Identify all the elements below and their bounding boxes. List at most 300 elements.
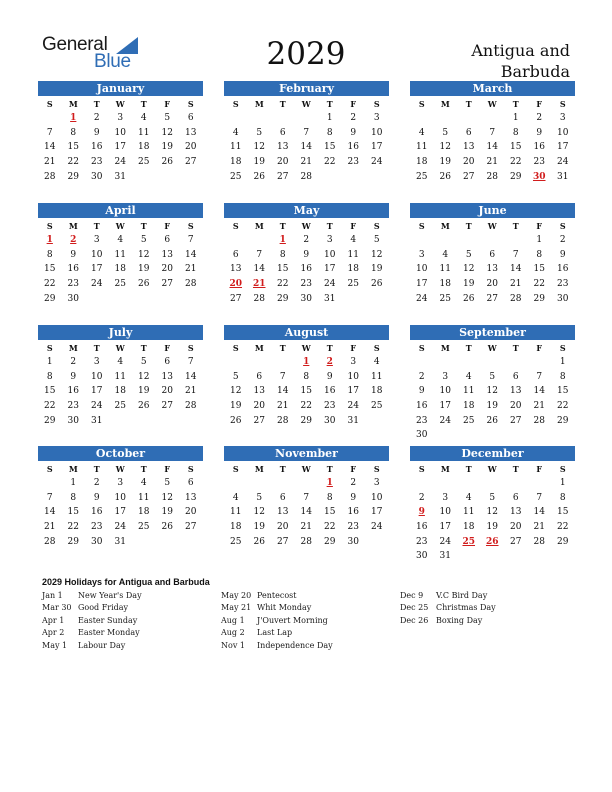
empty-cell [410, 476, 434, 491]
day-cell: 9 [93, 492, 100, 503]
weekday-header [224, 97, 389, 111]
day-cell: 17 [114, 507, 126, 518]
holiday-name: Boxing Day [436, 615, 483, 625]
day-cell: 16 [347, 507, 359, 518]
day-cell: 29 [300, 415, 312, 426]
weekday-header [38, 219, 203, 233]
day-cell: 15 [533, 264, 545, 275]
empty-cell [457, 233, 481, 248]
day-cell: 8 [70, 492, 77, 503]
holiday-day-cell: 25 [462, 536, 476, 547]
empty-cell [271, 111, 295, 126]
holiday-date: Dec 26 [400, 615, 429, 625]
day-grid [224, 476, 389, 549]
day-cell: 15 [557, 386, 569, 397]
day-cell: 3 [326, 235, 333, 245]
day-cell: 15 [300, 386, 312, 397]
day-cell: 11 [463, 507, 475, 518]
month-november [224, 446, 389, 549]
day-cell: 20 [253, 401, 265, 412]
empty-cell [457, 476, 481, 491]
weekday-label: T [512, 221, 519, 231]
day-cell: 6 [279, 127, 286, 138]
day-cell: 18 [416, 157, 428, 168]
empty-cell [504, 233, 528, 248]
weekday-label: T [279, 99, 286, 109]
weekday-label: W [301, 343, 311, 353]
empty-cell [248, 476, 272, 491]
day-cell: 20 [161, 264, 173, 275]
weekday-label: S [418, 464, 425, 474]
day-grid [38, 111, 203, 184]
day-cell: 5 [465, 249, 472, 260]
day-cell: 14 [533, 507, 545, 518]
empty-cell [248, 233, 272, 248]
day-cell: 3 [117, 113, 124, 123]
empty-cell [38, 476, 62, 491]
day-cell: 19 [138, 264, 150, 275]
day-cell: 5 [373, 235, 380, 245]
day-cell: 12 [371, 249, 383, 260]
month-title: October [38, 446, 203, 461]
day-cell: 28 [185, 279, 197, 290]
day-cell: 26 [138, 401, 150, 412]
weekday-label: T [279, 221, 286, 231]
day-cell: 11 [114, 371, 126, 382]
day-cell: 26 [161, 157, 173, 168]
day-cell: 21 [300, 522, 312, 533]
holiday-day-cell: 1 [46, 235, 53, 245]
day-cell: 26 [463, 293, 475, 304]
day-grid [224, 111, 389, 184]
day-cell: 26 [138, 279, 150, 290]
day-cell: 7 [536, 492, 543, 503]
month-title: June [410, 203, 575, 218]
day-cell: 27 [510, 536, 522, 547]
weekday-label: T [326, 221, 333, 231]
weekday-label: T [512, 464, 519, 474]
day-cell: 17 [114, 142, 126, 153]
day-cell: 13 [510, 386, 522, 397]
logo-text-general: General [42, 34, 108, 55]
holiday-date: Dec 25 [400, 603, 429, 613]
day-cell: 29 [533, 293, 545, 304]
day-cell: 4 [442, 249, 449, 260]
holiday-name: V.C Bird Day [436, 591, 488, 600]
day-cell: 11 [463, 386, 475, 397]
day-cell: 30 [300, 293, 312, 304]
day-cell: 7 [512, 249, 519, 260]
day-cell: 18 [114, 264, 126, 275]
weekday-header [224, 219, 389, 233]
day-cell: 26 [253, 171, 265, 182]
day-cell: 23 [416, 415, 428, 426]
day-cell: 30 [557, 293, 569, 304]
day-cell: 10 [91, 249, 103, 260]
weekday-label: S [373, 464, 380, 474]
weekday-label: M [254, 464, 264, 474]
day-cell: 28 [277, 415, 289, 426]
weekday-label: T [140, 221, 147, 231]
day-cell: 22 [44, 279, 56, 290]
day-cell: 16 [533, 142, 545, 153]
day-cell: 25 [138, 157, 150, 168]
day-cell: 15 [44, 386, 56, 397]
month-title: April [38, 203, 203, 218]
month-september [410, 325, 575, 443]
day-cell: 6 [512, 492, 519, 503]
empty-cell [271, 476, 295, 491]
day-cell: 8 [326, 127, 333, 138]
day-cell: 14 [510, 264, 522, 275]
weekday-label: T [279, 464, 286, 474]
day-cell: 2 [303, 235, 310, 245]
day-cell: 18 [371, 386, 383, 397]
day-cell: 17 [557, 142, 569, 153]
day-cell: 4 [232, 492, 239, 503]
day-cell: 19 [161, 507, 173, 518]
day-cell: 9 [418, 386, 425, 397]
day-cell: 23 [67, 279, 79, 290]
day-cell: 4 [350, 235, 357, 245]
day-cell: 25 [463, 415, 475, 426]
empty-cell [434, 111, 458, 126]
day-cell: 6 [279, 492, 286, 503]
day-cell: 8 [326, 492, 333, 503]
month-title: January [38, 81, 203, 96]
weekday-label: S [187, 221, 194, 231]
weekday-label: F [536, 221, 543, 231]
day-cell: 20 [510, 401, 522, 412]
day-cell: 6 [512, 371, 519, 382]
empty-cell [271, 355, 295, 370]
day-cell: 8 [46, 249, 53, 260]
day-cell: 7 [46, 127, 53, 138]
day-cell: 16 [91, 142, 103, 153]
month-march [410, 81, 575, 184]
day-cell: 21 [44, 157, 56, 168]
day-cell: 31 [114, 536, 126, 547]
weekday-label: S [187, 99, 194, 109]
weekday-label: S [418, 343, 425, 353]
weekday-label: S [559, 343, 566, 353]
empty-cell [224, 111, 248, 126]
empty-cell [434, 233, 458, 248]
day-cell: 25 [230, 171, 242, 182]
day-cell: 30 [67, 293, 79, 304]
month-title: August [224, 325, 389, 340]
day-cell: 31 [347, 415, 359, 426]
day-cell: 11 [347, 249, 359, 260]
weekday-label: T [326, 99, 333, 109]
day-cell: 14 [185, 371, 197, 382]
day-cell: 9 [303, 249, 310, 260]
weekday-label: W [301, 221, 311, 231]
day-cell: 21 [486, 157, 498, 168]
day-cell: 11 [138, 127, 150, 138]
day-cell: 6 [187, 478, 194, 488]
day-cell: 28 [253, 293, 265, 304]
day-cell: 22 [67, 157, 79, 168]
day-cell: 23 [557, 279, 569, 290]
holiday-name: Last Lap [257, 628, 293, 638]
day-cell: 12 [138, 371, 150, 382]
weekday-header [410, 341, 575, 355]
day-cell: 9 [93, 127, 100, 138]
day-cell: 18 [230, 157, 242, 168]
weekday-label: W [487, 343, 497, 353]
day-cell: 3 [442, 371, 449, 382]
day-cell: 23 [91, 157, 103, 168]
day-cell: 6 [164, 235, 171, 245]
weekday-label: S [46, 221, 53, 231]
empty-cell [295, 111, 319, 126]
day-cell: 23 [533, 157, 545, 168]
logo-text-blue: Blue [94, 51, 131, 72]
weekday-label: W [115, 221, 125, 231]
day-cell: 22 [557, 401, 569, 412]
day-cell: 25 [230, 536, 242, 547]
holiday-row [42, 627, 217, 639]
holiday-name: Easter Monday [78, 628, 140, 638]
day-cell: 2 [559, 235, 566, 245]
holiday-day-cell: 2 [70, 235, 77, 245]
weekday-label: W [487, 464, 497, 474]
day-cell: 15 [277, 264, 289, 275]
month-june [410, 203, 575, 306]
day-cell: 23 [67, 401, 79, 412]
day-cell: 16 [91, 507, 103, 518]
day-cell: 8 [536, 249, 543, 260]
day-cell: 29 [44, 293, 56, 304]
day-cell: 19 [486, 401, 498, 412]
weekday-label: T [465, 99, 472, 109]
holiday-column [221, 590, 396, 652]
day-cell: 13 [510, 507, 522, 518]
day-cell: 21 [533, 401, 545, 412]
day-cell: 10 [557, 127, 569, 138]
day-cell: 5 [164, 113, 171, 123]
day-cell: 15 [510, 142, 522, 153]
day-cell: 26 [486, 415, 498, 426]
holiday-row [221, 615, 396, 627]
day-cell: 7 [279, 371, 286, 382]
weekday-label: F [536, 343, 543, 353]
day-cell: 7 [46, 492, 53, 503]
day-cell: 21 [185, 264, 197, 275]
day-cell: 12 [439, 142, 451, 153]
empty-cell [295, 476, 319, 491]
day-grid [38, 355, 203, 428]
day-cell: 6 [465, 127, 472, 138]
day-cell: 3 [442, 492, 449, 503]
empty-cell [504, 476, 528, 491]
day-cell: 24 [114, 157, 126, 168]
day-cell: 19 [253, 522, 265, 533]
day-cell: 9 [326, 371, 333, 382]
day-cell: 9 [350, 492, 357, 503]
day-cell: 20 [277, 157, 289, 168]
day-cell: 1 [70, 478, 77, 488]
day-cell: 26 [230, 415, 242, 426]
weekday-label: S [373, 221, 380, 231]
day-cell: 2 [350, 478, 357, 488]
empty-cell [248, 111, 272, 126]
holiday-row [42, 640, 217, 652]
holiday-date: Aug 1 [221, 615, 245, 625]
day-cell: 27 [253, 415, 265, 426]
day-cell: 13 [161, 371, 173, 382]
weekday-label: W [487, 99, 497, 109]
day-cell: 7 [256, 249, 263, 260]
weekday-label: W [301, 99, 311, 109]
day-cell: 6 [256, 371, 263, 382]
holiday-row [400, 602, 575, 614]
day-cell: 2 [418, 492, 425, 503]
day-cell: 4 [373, 357, 380, 367]
weekday-label: M [68, 99, 78, 109]
day-cell: 21 [510, 279, 522, 290]
month-december [410, 446, 575, 564]
day-cell: 1 [326, 113, 333, 123]
day-cell: 4 [140, 478, 147, 488]
day-cell: 20 [185, 507, 197, 518]
day-cell: 18 [230, 522, 242, 533]
empty-cell [528, 355, 552, 370]
weekday-label: S [559, 221, 566, 231]
weekday-label: M [68, 221, 78, 231]
holiday-column [42, 590, 217, 652]
holiday-row [42, 615, 217, 627]
holiday-name: Independence Day [257, 640, 333, 650]
day-cell: 16 [416, 522, 428, 533]
weekday-label: S [187, 343, 194, 353]
weekday-label: F [350, 221, 357, 231]
year-title: 2029 [266, 36, 346, 72]
day-cell: 10 [347, 371, 359, 382]
weekday-label: F [536, 464, 543, 474]
day-cell: 30 [416, 551, 428, 562]
empty-cell [481, 111, 505, 126]
weekday-label: M [254, 343, 264, 353]
day-cell: 24 [347, 401, 359, 412]
day-cell: 18 [114, 386, 126, 397]
day-cell: 15 [44, 264, 56, 275]
weekday-label: S [46, 464, 53, 474]
weekday-label: M [440, 221, 450, 231]
day-cell: 25 [416, 171, 428, 182]
day-cell: 19 [463, 279, 475, 290]
weekday-label: W [115, 99, 125, 109]
weekday-header [410, 97, 575, 111]
day-cell: 30 [91, 171, 103, 182]
month-august [224, 325, 389, 428]
day-cell: 19 [439, 157, 451, 168]
day-cell: 14 [533, 386, 545, 397]
day-cell: 4 [117, 357, 124, 367]
day-cell: 5 [256, 492, 263, 503]
day-cell: 24 [91, 279, 103, 290]
day-cell: 27 [185, 522, 197, 533]
day-cell: 30 [324, 415, 336, 426]
day-grid [38, 233, 203, 306]
day-cell: 29 [67, 536, 79, 547]
day-cell: 7 [187, 357, 194, 367]
weekday-label: F [350, 464, 357, 474]
weekday-label: T [140, 343, 147, 353]
country-title: Antigua and Barbuda [471, 41, 570, 81]
day-cell: 10 [371, 127, 383, 138]
weekday-label: W [301, 464, 311, 474]
month-february [224, 81, 389, 184]
day-cell: 13 [463, 142, 475, 153]
day-cell: 31 [91, 415, 103, 426]
day-cell: 19 [253, 157, 265, 168]
weekday-label: F [350, 99, 357, 109]
day-cell: 15 [324, 507, 336, 518]
day-cell: 19 [371, 264, 383, 275]
day-cell: 23 [347, 522, 359, 533]
day-cell: 2 [418, 371, 425, 382]
day-cell: 12 [253, 142, 265, 153]
empty-cell [481, 355, 505, 370]
day-cell: 29 [324, 536, 336, 547]
day-cell: 10 [416, 264, 428, 275]
day-grid [410, 233, 575, 306]
holiday-day-cell: 20 [229, 279, 243, 290]
month-april [38, 203, 203, 306]
day-cell: 12 [253, 507, 265, 518]
holiday-row [400, 590, 575, 602]
weekday-header [410, 219, 575, 233]
day-cell: 21 [533, 522, 545, 533]
day-cell: 21 [44, 522, 56, 533]
day-cell: 13 [486, 264, 498, 275]
day-grid [38, 476, 203, 549]
day-cell: 10 [114, 127, 126, 138]
holiday-date: Dec 9 [400, 591, 424, 600]
weekday-label: F [164, 99, 171, 109]
day-cell: 31 [114, 171, 126, 182]
day-cell: 28 [510, 293, 522, 304]
day-cell: 27 [161, 279, 173, 290]
holiday-row [400, 615, 575, 627]
day-cell: 17 [324, 264, 336, 275]
day-cell: 24 [91, 401, 103, 412]
empty-cell [410, 355, 434, 370]
month-october [38, 446, 203, 549]
weekday-label: T [140, 464, 147, 474]
day-cell: 7 [536, 371, 543, 382]
day-cell: 13 [185, 127, 197, 138]
day-cell: 28 [300, 171, 312, 182]
holiday-day-cell: 1 [70, 113, 77, 123]
day-cell: 4 [117, 235, 124, 245]
weekday-label: S [232, 464, 239, 474]
day-cell: 24 [557, 157, 569, 168]
empty-cell [504, 355, 528, 370]
weekday-label: T [140, 99, 147, 109]
day-cell: 8 [512, 127, 519, 138]
day-cell: 16 [300, 264, 312, 275]
day-cell: 13 [230, 264, 242, 275]
day-cell: 11 [114, 249, 126, 260]
holiday-day-cell: 1 [326, 478, 333, 488]
holiday-row [221, 627, 396, 639]
day-cell: 12 [486, 507, 498, 518]
day-cell: 10 [324, 249, 336, 260]
day-cell: 9 [70, 371, 77, 382]
